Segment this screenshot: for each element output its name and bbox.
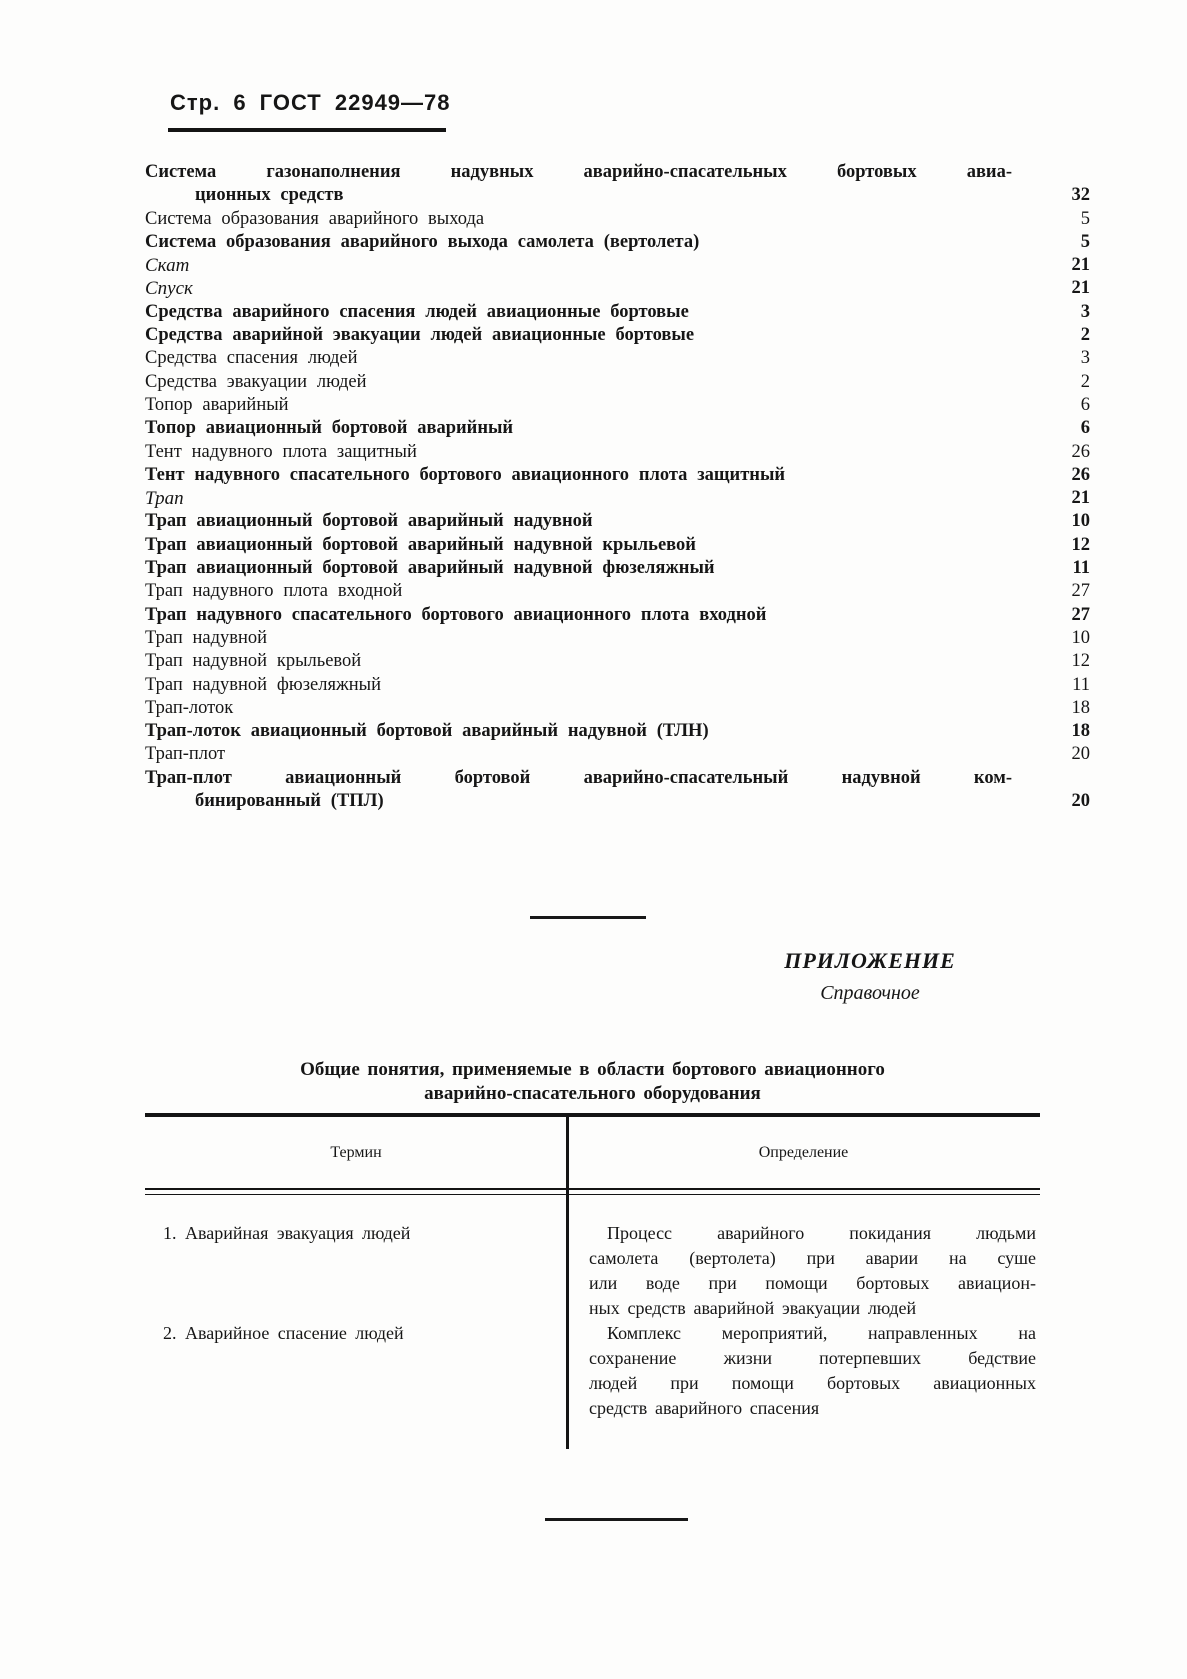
table-body <box>145 1195 1040 1421</box>
index-entry-text <box>145 417 1012 440</box>
index-entry-line: Топор аварийный <box>145 394 289 415</box>
index-entry-line: Система образования аварийного выхода самолета (вертолета) <box>145 231 700 252</box>
index-entry <box>145 627 1090 650</box>
index-entry-text <box>145 441 1012 464</box>
definition-line: сохранение жизни потерпевших бедствие <box>589 1348 1036 1368</box>
index-entry-text <box>145 394 1012 417</box>
index-entry <box>145 674 1090 697</box>
index-entry-text <box>145 674 1012 697</box>
term-cell: 2. Аварийное спасение людей <box>163 1323 404 1343</box>
appendix-title-line2: аварийно-спасательного оборудования <box>424 1083 761 1104</box>
index-entry-text <box>145 231 1012 254</box>
table-header-row <box>145 1117 1040 1188</box>
definition-line: самолета (вертолета) при аварии на суше <box>589 1248 1036 1268</box>
index-entry-text <box>145 254 1012 277</box>
appendix-title <box>145 1058 1040 1106</box>
index-entry <box>145 208 1090 231</box>
index-entry-page: 6 <box>1080 394 1090 415</box>
index-entry-line: Спуск <box>145 278 193 300</box>
index-entry-line: Трап надувной фюзеляжный <box>145 674 381 695</box>
index-entry <box>145 510 1090 533</box>
table-row <box>145 1221 1040 1321</box>
index-entry <box>145 557 1090 580</box>
index-entry-page: 26 <box>1071 441 1090 462</box>
index-entry-line: Средства эвакуации людей <box>145 371 367 392</box>
index-entry <box>145 464 1090 487</box>
index-entry-page: 3 <box>1080 301 1090 322</box>
table-header-definition: Определение <box>758 1143 849 1161</box>
index-entry-line: Система газонаполнения надувных аварийно-спасательных бортовых авиа- <box>145 162 1012 182</box>
index-entry-page: 20 <box>1071 744 1090 765</box>
index-entry-text <box>145 277 1012 300</box>
index-entry-line: Трап авиационный бортовой аварийный надувной крыльевой <box>145 534 696 555</box>
index-entry-page: 5 <box>1080 231 1090 252</box>
index-entry-line: Трап надувной <box>145 627 268 648</box>
index-entry-text <box>145 604 1012 627</box>
index-entry-line: Трап авиационный бортовой аварийный надувной фюзеляжный <box>145 558 715 579</box>
index-entry-line: Трап авиационный бортовой аварийный надувной <box>145 511 593 532</box>
definition-line: Процесс аварийного покидания людьми <box>607 1223 1036 1243</box>
index-entry <box>145 324 1090 347</box>
section-divider-rule <box>530 916 646 919</box>
index-entry-line: Трап надувного спасательного бортового авиационного плота входной <box>145 604 767 625</box>
index-entry-page: 18 <box>1071 697 1090 718</box>
index-entry-text <box>145 743 1012 766</box>
index-entry-text <box>145 697 1012 720</box>
index-entry-text <box>145 767 1012 814</box>
index-entry-line: Трап-плот <box>145 744 226 765</box>
index-entry-text <box>145 650 1012 673</box>
index-entry-page: 20 <box>1071 791 1090 812</box>
index-entry-text <box>145 720 1012 743</box>
index-entry-page: 5 <box>1080 208 1090 229</box>
index-entry-page: 2 <box>1080 325 1090 346</box>
index-entry <box>145 580 1090 603</box>
table-vertical-divider <box>566 1117 569 1449</box>
index-entry-text <box>145 371 1012 394</box>
index-entry-line: Трап-плот авиационный бортовой аварийно-спасательный надувной ком- <box>145 767 1012 788</box>
index-entry-page: 11 <box>1072 674 1090 695</box>
terms-table <box>145 1113 1040 1421</box>
index-entry-page: 6 <box>1080 418 1090 439</box>
index-entry-line: Трап надувного плота входной <box>145 581 403 602</box>
index-entry-text <box>145 534 1012 557</box>
index-entry <box>145 394 1090 417</box>
index-entry <box>145 231 1090 254</box>
index-entry <box>145 534 1090 557</box>
table-header-term: Термин <box>330 1143 382 1161</box>
index-entry-text <box>145 347 1012 370</box>
index-entry-page: 10 <box>1071 627 1090 648</box>
index-entry <box>145 487 1090 510</box>
index-entry-line: Трап-лоток авиационный бортовой аварийный надувной (ТЛН) <box>145 721 709 742</box>
bottom-rule <box>545 1518 688 1521</box>
index-entry-text <box>145 580 1012 603</box>
index-entry-text <box>145 627 1012 650</box>
index-entry <box>145 161 1090 208</box>
index-entry <box>145 347 1090 370</box>
definition-line: людей при помощи бортовых авиационных <box>589 1373 1036 1393</box>
index-entry-text <box>145 301 1012 324</box>
index-entry-line: бинированный (ТПЛ) <box>195 791 384 812</box>
table-row <box>145 1321 1040 1421</box>
index-entry-page: 12 <box>1071 534 1090 555</box>
index-entry <box>145 604 1090 627</box>
index-entry <box>145 743 1090 766</box>
index-entry-line: Тент надувного плота защитный <box>145 441 417 462</box>
index-entry-line: Система образования аварийного выхода <box>145 208 485 229</box>
index-entry-page: 21 <box>1071 255 1090 276</box>
index-entry-text <box>145 510 1012 533</box>
index-entry-text <box>145 208 1012 231</box>
definition-line: ных средств аварийной эвакуации людей <box>589 1298 917 1318</box>
index-entry-page: 10 <box>1071 511 1090 532</box>
index-entry <box>145 697 1090 720</box>
index-entry-page: 21 <box>1071 278 1090 299</box>
index-entry <box>145 767 1090 814</box>
index-entry-line: Средства аварийного спасения людей авиационные бортовые <box>145 301 689 322</box>
index-entry-page: 12 <box>1071 651 1090 672</box>
definition-line: Комплекс мероприятий, направленных на <box>607 1323 1036 1343</box>
appendix-sublabel: Справочное <box>820 982 920 1004</box>
index-entry-line: Средства аварийной эвакуации людей авиационные бортовые <box>145 325 695 346</box>
definition-line: или воде при помощи бортовых авиацион- <box>589 1273 1036 1293</box>
index-entry-line: Скат <box>145 255 190 277</box>
index-entry-line: Тент надувного спасательного бортового авиационного плота защитный <box>145 464 786 485</box>
header-rule <box>168 128 446 132</box>
definition-cell <box>567 1321 1040 1421</box>
appendix-title-line1: Общие понятия, применяемые в области бортового авиационного <box>300 1059 885 1080</box>
index-entry-line: Трап-лоток <box>145 697 234 718</box>
index-entry-page: 27 <box>1071 581 1090 602</box>
index-entry-page: 27 <box>1071 604 1090 625</box>
index-list <box>145 161 1090 813</box>
index-entry-page: 32 <box>1071 185 1090 206</box>
definition-cell <box>567 1221 1040 1321</box>
index-entry <box>145 417 1090 440</box>
index-entry <box>145 277 1090 300</box>
index-entry-line: Трап надувной крыльевой <box>145 651 362 672</box>
page-header: Стр. 6 ГОСТ 22949—78 <box>170 90 451 115</box>
index-entry-page: 26 <box>1071 464 1090 485</box>
index-entry-text <box>145 557 1012 580</box>
index-entry-line: Средства спасения людей <box>145 348 358 369</box>
index-entry-page: 18 <box>1071 721 1090 742</box>
index-entry <box>145 720 1090 743</box>
index-entry-line: ционных средств <box>195 185 344 206</box>
index-entry <box>145 301 1090 324</box>
term-cell: 1. Аварийная эвакуация людей <box>163 1223 411 1243</box>
index-entry-page: 2 <box>1080 371 1090 392</box>
appendix-label-block <box>775 948 965 1005</box>
index-entry-line: Топор авиационный бортовой аварийный <box>145 418 514 439</box>
index-entry-page: 3 <box>1080 348 1090 369</box>
index-entry-page: 21 <box>1071 488 1090 509</box>
index-entry-line: Трап <box>145 488 184 510</box>
index-entry <box>145 371 1090 394</box>
index-entry-text <box>145 487 1012 510</box>
index-entry <box>145 254 1090 277</box>
index-entry-text <box>145 161 1012 208</box>
appendix-label: ПРИЛОЖЕНИЕ <box>784 948 956 973</box>
index-entry <box>145 650 1090 673</box>
index-entry-text <box>145 324 1012 347</box>
index-entry-page: 11 <box>1072 558 1090 579</box>
table-header-separator <box>145 1188 1040 1195</box>
index-entry-text <box>145 464 1012 487</box>
definition-line: средств аварийного спасения <box>589 1398 820 1418</box>
index-entry <box>145 441 1090 464</box>
